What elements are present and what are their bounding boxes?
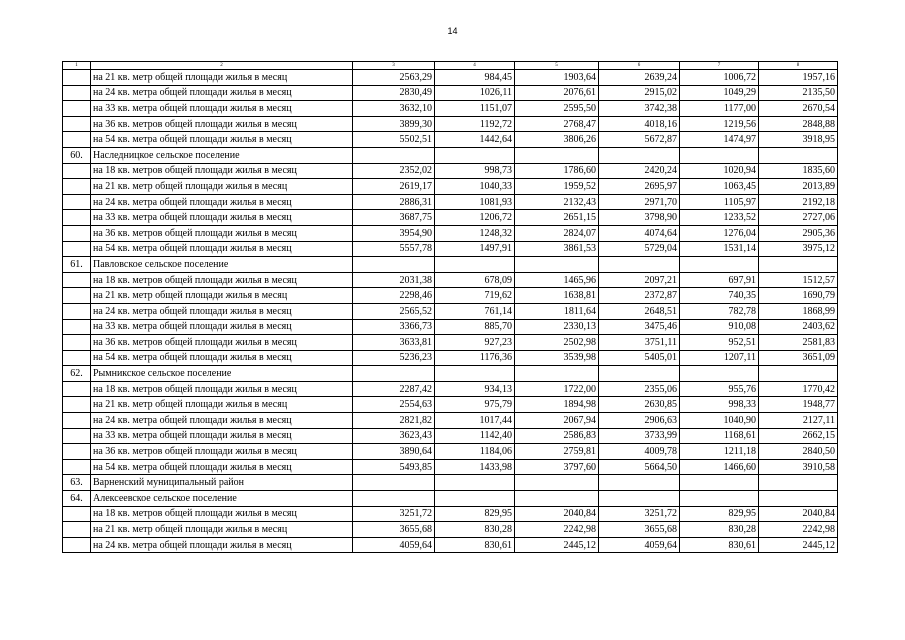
column-header: 3 — [353, 62, 435, 70]
table-row — [63, 241, 838, 257]
column-header: 4 — [435, 62, 515, 70]
value-cell — [515, 147, 599, 163]
tariff-table — [62, 61, 838, 553]
value-cell: 2076,61 — [515, 85, 599, 101]
value-cell: 1442,64 — [435, 132, 515, 148]
value-cell: 910,08 — [680, 319, 759, 335]
value-cell: 2840,50 — [759, 444, 838, 460]
row-number — [63, 444, 91, 460]
column-header: 6 — [599, 62, 680, 70]
value-cell: 3366,73 — [353, 319, 435, 335]
row-description: на 36 кв. метров общей площади жилья в месяц — [91, 225, 353, 241]
table-row — [63, 225, 838, 241]
value-cell: 3890,64 — [353, 444, 435, 460]
value-cell: 2695,97 — [599, 179, 680, 195]
value-cell — [759, 475, 838, 491]
section-title: Рымникское сельское поселение — [91, 366, 353, 382]
value-cell — [759, 491, 838, 507]
table-body — [63, 62, 838, 553]
row-description: на 36 кв. метров общей площади жилья в месяц — [91, 444, 353, 460]
value-cell — [599, 491, 680, 507]
value-cell: 2906,63 — [599, 413, 680, 429]
value-cell — [515, 475, 599, 491]
row-number — [63, 116, 91, 132]
value-cell — [353, 491, 435, 507]
value-cell: 761,14 — [435, 303, 515, 319]
value-cell: 3651,09 — [759, 350, 838, 366]
row-number: 64. — [63, 491, 91, 507]
row-number: 62. — [63, 366, 91, 382]
row-description: на 33 кв. метра общей площади жилья в месяц — [91, 319, 353, 335]
row-description: на 18 кв. метров общей площади жилья в месяц — [91, 272, 353, 288]
row-description: на 33 кв. метра общей площади жилья в месяц — [91, 210, 353, 226]
value-cell: 2848,88 — [759, 116, 838, 132]
value-cell: 3899,30 — [353, 116, 435, 132]
row-number — [63, 241, 91, 257]
value-cell: 2242,98 — [515, 522, 599, 538]
value-cell: 830,28 — [680, 522, 759, 538]
row-description: на 54 кв. метра общей площади жилья в месяц — [91, 459, 353, 475]
section-title: Алексеевское сельское поселение — [91, 491, 353, 507]
value-cell: 2127,11 — [759, 413, 838, 429]
row-number — [63, 194, 91, 210]
value-cell — [435, 491, 515, 507]
value-cell: 830,61 — [680, 537, 759, 553]
value-cell: 2067,94 — [515, 413, 599, 429]
value-cell: 3251,72 — [353, 506, 435, 522]
table-row — [63, 303, 838, 319]
value-cell: 3632,10 — [353, 101, 435, 117]
row-number — [63, 350, 91, 366]
value-cell: 2630,85 — [599, 397, 680, 413]
value-cell: 3751,11 — [599, 335, 680, 351]
value-cell: 1868,99 — [759, 303, 838, 319]
value-cell: 4059,64 — [599, 537, 680, 553]
value-cell — [680, 475, 759, 491]
value-cell: 1168,61 — [680, 428, 759, 444]
value-cell: 5557,78 — [353, 241, 435, 257]
section-title: Наследницкое сельское поселение — [91, 147, 353, 163]
row-number — [63, 506, 91, 522]
value-cell: 3798,90 — [599, 210, 680, 226]
value-cell: 1151,07 — [435, 101, 515, 117]
value-cell: 1465,96 — [515, 272, 599, 288]
value-cell: 2554,63 — [353, 397, 435, 413]
value-cell: 4018,16 — [599, 116, 680, 132]
column-header: 8 — [759, 62, 838, 70]
value-cell: 1959,52 — [515, 179, 599, 195]
section-row — [63, 491, 838, 507]
value-cell: 1248,32 — [435, 225, 515, 241]
value-cell: 2565,52 — [353, 303, 435, 319]
row-description: на 18 кв. метров общей площади жилья в месяц — [91, 506, 353, 522]
value-cell — [680, 147, 759, 163]
table-row — [63, 459, 838, 475]
value-cell: 2905,36 — [759, 225, 838, 241]
value-cell: 1722,00 — [515, 381, 599, 397]
row-number — [63, 101, 91, 117]
value-cell: 3655,68 — [353, 522, 435, 538]
table-row — [63, 163, 838, 179]
row-number — [63, 413, 91, 429]
table-row — [63, 506, 838, 522]
table-row — [63, 413, 838, 429]
value-cell: 2830,49 — [353, 85, 435, 101]
row-description: на 24 кв. метра общей площади жилья в месяц — [91, 537, 353, 553]
value-cell: 2420,24 — [599, 163, 680, 179]
value-cell: 3954,90 — [353, 225, 435, 241]
row-description: на 54 кв. метра общей площади жилья в месяц — [91, 132, 353, 148]
value-cell: 1786,60 — [515, 163, 599, 179]
value-cell: 3633,81 — [353, 335, 435, 351]
value-cell: 2502,98 — [515, 335, 599, 351]
value-cell: 1497,91 — [435, 241, 515, 257]
row-number — [63, 210, 91, 226]
value-cell: 1474,97 — [680, 132, 759, 148]
value-cell: 1433,98 — [435, 459, 515, 475]
value-cell: 5493,85 — [353, 459, 435, 475]
value-cell: 2886,31 — [353, 194, 435, 210]
value-cell: 719,62 — [435, 288, 515, 304]
table-row — [63, 319, 838, 335]
row-number — [63, 163, 91, 179]
table-row — [63, 397, 838, 413]
section-row — [63, 257, 838, 273]
value-cell: 1894,98 — [515, 397, 599, 413]
value-cell: 975,79 — [435, 397, 515, 413]
value-cell: 2287,42 — [353, 381, 435, 397]
row-description: на 21 кв. метр общей площади жилья в месяц — [91, 288, 353, 304]
table-row — [63, 272, 838, 288]
column-header: 1 — [63, 62, 91, 70]
value-cell — [353, 475, 435, 491]
value-cell: 5236,23 — [353, 350, 435, 366]
value-cell: 5729,04 — [599, 241, 680, 257]
value-cell: 5405,01 — [599, 350, 680, 366]
row-description: на 24 кв. метра общей площади жилья в месяц — [91, 85, 353, 101]
value-cell: 2727,06 — [759, 210, 838, 226]
table-row — [63, 70, 838, 86]
section-row — [63, 366, 838, 382]
row-description: на 33 кв. метра общей площади жилья в месяц — [91, 101, 353, 117]
value-cell: 2824,07 — [515, 225, 599, 241]
value-cell: 1040,33 — [435, 179, 515, 195]
row-number — [63, 288, 91, 304]
value-cell — [435, 475, 515, 491]
value-cell: 2595,50 — [515, 101, 599, 117]
value-cell — [599, 147, 680, 163]
value-cell: 678,09 — [435, 272, 515, 288]
column-header: 2 — [91, 62, 353, 70]
value-cell: 1835,60 — [759, 163, 838, 179]
value-cell: 782,78 — [680, 303, 759, 319]
value-cell: 3797,60 — [515, 459, 599, 475]
value-cell: 1219,56 — [680, 116, 759, 132]
value-cell: 2445,12 — [759, 537, 838, 553]
value-cell: 1184,06 — [435, 444, 515, 460]
column-header: 5 — [515, 62, 599, 70]
value-cell — [435, 257, 515, 273]
value-cell: 3655,68 — [599, 522, 680, 538]
value-cell: 2298,46 — [353, 288, 435, 304]
value-cell: 1017,44 — [435, 413, 515, 429]
row-number — [63, 225, 91, 241]
value-cell: 5664,50 — [599, 459, 680, 475]
row-number — [63, 303, 91, 319]
value-cell: 1081,93 — [435, 194, 515, 210]
row-number — [63, 522, 91, 538]
section-title: Павловское сельское поселение — [91, 257, 353, 273]
row-number — [63, 272, 91, 288]
row-description: на 21 кв. метр общей площади жилья в месяц — [91, 397, 353, 413]
value-cell: 3742,38 — [599, 101, 680, 117]
value-cell — [680, 257, 759, 273]
value-cell: 1142,40 — [435, 428, 515, 444]
value-cell: 885,70 — [435, 319, 515, 335]
value-cell: 1512,57 — [759, 272, 838, 288]
value-cell: 934,13 — [435, 381, 515, 397]
value-cell — [515, 257, 599, 273]
table-row — [63, 381, 838, 397]
value-cell: 1020,94 — [680, 163, 759, 179]
value-cell — [759, 366, 838, 382]
row-number — [63, 381, 91, 397]
value-cell: 2586,83 — [515, 428, 599, 444]
value-cell: 2040,84 — [515, 506, 599, 522]
table-row — [63, 116, 838, 132]
value-cell: 1770,42 — [759, 381, 838, 397]
value-cell — [680, 366, 759, 382]
value-cell: 830,28 — [435, 522, 515, 538]
value-cell: 3251,72 — [599, 506, 680, 522]
value-cell — [435, 147, 515, 163]
row-description: на 54 кв. метра общей площади жилья в месяц — [91, 241, 353, 257]
value-cell: 1466,60 — [680, 459, 759, 475]
row-description: на 36 кв. метров общей площади жилья в месяц — [91, 116, 353, 132]
value-cell: 5672,87 — [599, 132, 680, 148]
row-number — [63, 319, 91, 335]
row-description: на 21 кв. метр общей площади жилья в месяц — [91, 179, 353, 195]
value-cell: 1206,72 — [435, 210, 515, 226]
value-cell: 1026,11 — [435, 85, 515, 101]
value-cell: 1006,72 — [680, 70, 759, 86]
value-cell: 2670,54 — [759, 101, 838, 117]
row-number: 61. — [63, 257, 91, 273]
value-cell: 830,61 — [435, 537, 515, 553]
value-cell: 2563,29 — [353, 70, 435, 86]
row-description: на 18 кв. метров общей площади жилья в месяц — [91, 163, 353, 179]
value-cell: 3623,43 — [353, 428, 435, 444]
row-description: на 21 кв. метр общей площади жилья в месяц — [91, 70, 353, 86]
row-number: 63. — [63, 475, 91, 491]
value-cell: 2662,15 — [759, 428, 838, 444]
value-cell: 998,33 — [680, 397, 759, 413]
row-number — [63, 70, 91, 86]
value-cell: 829,95 — [435, 506, 515, 522]
value-cell: 2355,06 — [599, 381, 680, 397]
value-cell: 2242,98 — [759, 522, 838, 538]
row-description: на 33 кв. метра общей площади жилья в месяц — [91, 428, 353, 444]
column-number-header-row — [63, 62, 838, 70]
value-cell: 1638,81 — [515, 288, 599, 304]
value-cell — [353, 257, 435, 273]
value-cell — [759, 257, 838, 273]
value-cell — [515, 491, 599, 507]
value-cell: 2031,38 — [353, 272, 435, 288]
table-row — [63, 85, 838, 101]
value-cell: 2759,81 — [515, 444, 599, 460]
value-cell: 998,73 — [435, 163, 515, 179]
value-cell: 1233,52 — [680, 210, 759, 226]
row-description: на 36 кв. метров общей площади жилья в месяц — [91, 335, 353, 351]
value-cell: 1063,45 — [680, 179, 759, 195]
row-number — [63, 335, 91, 351]
value-cell — [515, 366, 599, 382]
value-cell: 3733,99 — [599, 428, 680, 444]
value-cell: 2192,18 — [759, 194, 838, 210]
value-cell: 955,76 — [680, 381, 759, 397]
section-title: Варненский муниципальный район — [91, 475, 353, 491]
value-cell: 2372,87 — [599, 288, 680, 304]
value-cell: 2352,02 — [353, 163, 435, 179]
value-cell: 1811,64 — [515, 303, 599, 319]
section-row — [63, 147, 838, 163]
value-cell: 2971,70 — [599, 194, 680, 210]
value-cell — [353, 147, 435, 163]
table-row — [63, 179, 838, 195]
value-cell: 829,95 — [680, 506, 759, 522]
value-cell: 2135,50 — [759, 85, 838, 101]
table-row — [63, 537, 838, 553]
value-cell: 2132,43 — [515, 194, 599, 210]
table-row — [63, 210, 838, 226]
value-cell: 1207,11 — [680, 350, 759, 366]
value-cell — [759, 147, 838, 163]
value-cell: 2821,82 — [353, 413, 435, 429]
value-cell: 3975,12 — [759, 241, 838, 257]
table-row — [63, 288, 838, 304]
column-header: 7 — [680, 62, 759, 70]
value-cell — [599, 366, 680, 382]
row-description: на 24 кв. метра общей площади жилья в месяц — [91, 413, 353, 429]
value-cell — [435, 366, 515, 382]
value-cell: 927,23 — [435, 335, 515, 351]
value-cell: 2581,83 — [759, 335, 838, 351]
value-cell: 1690,79 — [759, 288, 838, 304]
table-row — [63, 335, 838, 351]
value-cell: 2040,84 — [759, 506, 838, 522]
row-description: на 54 кв. метра общей площади жилья в месяц — [91, 350, 353, 366]
value-cell: 2639,24 — [599, 70, 680, 86]
table-row — [63, 194, 838, 210]
value-cell: 697,91 — [680, 272, 759, 288]
value-cell: 2097,21 — [599, 272, 680, 288]
section-row — [63, 475, 838, 491]
value-cell: 1177,00 — [680, 101, 759, 117]
row-number — [63, 85, 91, 101]
table-row — [63, 428, 838, 444]
table-row — [63, 444, 838, 460]
value-cell: 2648,51 — [599, 303, 680, 319]
row-number — [63, 132, 91, 148]
value-cell: 952,51 — [680, 335, 759, 351]
value-cell: 3539,98 — [515, 350, 599, 366]
value-cell — [599, 475, 680, 491]
value-cell: 2403,62 — [759, 319, 838, 335]
value-cell: 1211,18 — [680, 444, 759, 460]
row-number — [63, 459, 91, 475]
value-cell — [353, 366, 435, 382]
value-cell: 3910,58 — [759, 459, 838, 475]
value-cell: 1531,14 — [680, 241, 759, 257]
row-number: 60. — [63, 147, 91, 163]
row-number — [63, 179, 91, 195]
value-cell: 2768,47 — [515, 116, 599, 132]
value-cell: 4059,64 — [353, 537, 435, 553]
value-cell: 2619,17 — [353, 179, 435, 195]
value-cell: 1040,90 — [680, 413, 759, 429]
value-cell: 3475,46 — [599, 319, 680, 335]
value-cell: 1049,29 — [680, 85, 759, 101]
value-cell: 1192,72 — [435, 116, 515, 132]
table-row — [63, 350, 838, 366]
value-cell: 1276,04 — [680, 225, 759, 241]
value-cell: 1105,97 — [680, 194, 759, 210]
value-cell: 2013,89 — [759, 179, 838, 195]
value-cell: 5502,51 — [353, 132, 435, 148]
value-cell: 984,45 — [435, 70, 515, 86]
value-cell: 1948,77 — [759, 397, 838, 413]
value-cell: 3861,53 — [515, 241, 599, 257]
value-cell: 2330,13 — [515, 319, 599, 335]
value-cell: 1903,64 — [515, 70, 599, 86]
row-number — [63, 428, 91, 444]
value-cell: 2915,02 — [599, 85, 680, 101]
value-cell: 2651,15 — [515, 210, 599, 226]
row-description: на 24 кв. метра общей площади жилья в месяц — [91, 303, 353, 319]
row-number — [63, 537, 91, 553]
table-row — [63, 522, 838, 538]
value-cell — [680, 491, 759, 507]
value-cell: 3806,26 — [515, 132, 599, 148]
value-cell: 1957,16 — [759, 70, 838, 86]
row-description: на 24 кв. метра общей площади жилья в месяц — [91, 194, 353, 210]
row-description: на 21 кв. метр общей площади жилья в месяц — [91, 522, 353, 538]
value-cell: 4074,64 — [599, 225, 680, 241]
value-cell — [599, 257, 680, 273]
value-cell: 4009,78 — [599, 444, 680, 460]
table-row — [63, 101, 838, 117]
value-cell: 740,35 — [680, 288, 759, 304]
page-number: 14 — [447, 26, 458, 36]
table-row — [63, 132, 838, 148]
value-cell: 3918,95 — [759, 132, 838, 148]
value-cell: 2445,12 — [515, 537, 599, 553]
value-cell: 1176,36 — [435, 350, 515, 366]
row-description: на 18 кв. метров общей площади жилья в месяц — [91, 381, 353, 397]
value-cell: 3687,75 — [353, 210, 435, 226]
row-number — [63, 397, 91, 413]
